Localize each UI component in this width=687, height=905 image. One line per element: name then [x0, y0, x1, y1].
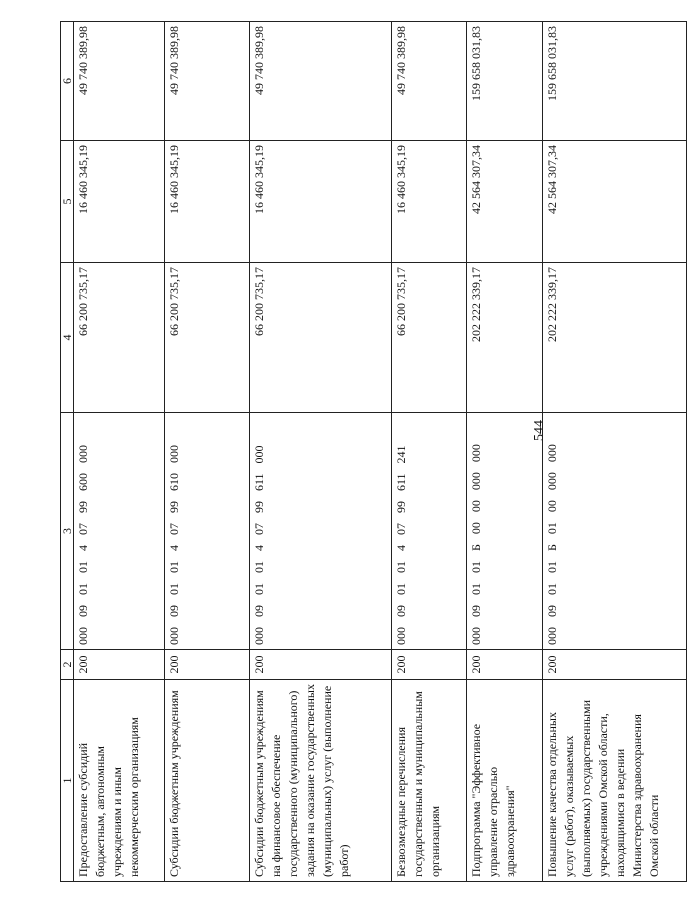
code-part: 000: [252, 445, 266, 464]
row-value-col6: 49 740 389,98: [74, 22, 165, 141]
row-name-cell: Предоставление субсидий бюджетным, автономным учреждениям и иным некоммерческим организациям: [74, 680, 165, 882]
row-name-cell: Субсидии бюджетным учреждениям: [165, 680, 250, 882]
row-value-col5: 16 460 345,19: [250, 141, 392, 263]
row-value-col6: 159 658 031,83: [543, 22, 687, 141]
code-part: 000: [394, 627, 408, 645]
row-value-col6: 49 740 389,98: [250, 22, 392, 141]
code-part: 00: [469, 522, 483, 535]
budget-table: [60, 21, 687, 882]
code-part: 01: [252, 583, 266, 595]
code-part: 07: [252, 523, 266, 535]
table-row: [467, 22, 543, 882]
code-part: 01: [167, 583, 181, 595]
code-part: Б: [545, 544, 559, 551]
row-admin-cell: 200: [392, 650, 467, 680]
row-code-cell: [165, 413, 250, 650]
code-part: 07: [167, 523, 181, 535]
header-col-1: 1: [61, 680, 74, 882]
code-part: 4: [252, 545, 266, 551]
code-part: 00: [469, 500, 483, 513]
code-part: 99: [76, 501, 90, 513]
table-row: [543, 22, 687, 882]
row-admin-cell: 200: [74, 650, 165, 680]
row-value-col6: 49 740 389,98: [165, 22, 250, 141]
row-value-col4: 202 222 339,17: [543, 263, 687, 413]
table-row: [392, 22, 467, 882]
header-col-3: 3: [61, 413, 74, 650]
table-row: [74, 22, 165, 882]
row-value-col5: 16 460 345,19: [74, 141, 165, 263]
row-code-cell: [543, 413, 687, 650]
code-part: 000: [167, 627, 181, 645]
code-part: 01: [76, 561, 90, 573]
row-value-col4: 66 200 735,17: [250, 263, 392, 413]
code-part: 01: [545, 561, 559, 573]
code-part: 000: [76, 627, 90, 645]
code-part: 000: [76, 445, 90, 463]
code-part: 000: [252, 627, 266, 645]
code-part: 000: [167, 445, 181, 463]
header-row: [61, 22, 74, 882]
code-part: 09: [76, 605, 90, 617]
row-value-col4: 66 200 735,17: [392, 263, 467, 413]
header-col-5: 5: [61, 141, 74, 263]
row-name-cell: Подпрограмма "Эффективное управление отраслью здравоохранения": [467, 680, 543, 882]
header-col-2: 2: [61, 650, 74, 680]
code-part: 99: [394, 501, 408, 513]
code-part: 09: [252, 605, 266, 617]
code-part: 610: [167, 473, 181, 491]
code-part: 000: [469, 627, 483, 645]
code-part: 99: [167, 501, 181, 513]
table-row: [165, 22, 250, 882]
code-part: 01: [167, 561, 181, 573]
code-part: 000: [545, 444, 559, 463]
row-code-cell: [74, 413, 165, 650]
row-admin-cell: 200: [165, 650, 250, 680]
code-part: 4: [167, 545, 181, 551]
code-part: 611: [252, 473, 266, 491]
row-value-col4: 66 200 735,17: [165, 263, 250, 413]
row-value-col5: 16 460 345,19: [392, 141, 467, 263]
row-admin-cell: 200: [250, 650, 392, 680]
table-row: [250, 22, 392, 882]
code-part: 000: [545, 472, 559, 491]
code-part: 600: [76, 473, 90, 491]
row-value-col6: 49 740 389,98: [392, 22, 467, 141]
row-value-col5: 42 564 307,34: [543, 141, 687, 263]
code-part: 01: [76, 583, 90, 595]
page-number: 544: [532, 420, 547, 441]
row-code-cell: [250, 413, 392, 650]
code-part: 09: [167, 605, 181, 617]
code-part: 01: [394, 583, 408, 595]
row-value-col4: 66 200 735,17: [74, 263, 165, 413]
code-part: 00: [545, 500, 559, 513]
row-value-col5: 16 460 345,19: [165, 141, 250, 263]
code-part: 01: [469, 583, 483, 595]
code-part: 07: [394, 523, 408, 535]
code-part: 000: [545, 627, 559, 645]
header-col-4: 4: [61, 263, 74, 413]
row-value-col6: 159 658 031,83: [467, 22, 543, 141]
code-part: 01: [545, 583, 559, 595]
code-part: 01: [545, 522, 559, 535]
code-part: 611: [394, 473, 408, 491]
row-admin-cell: 200: [467, 650, 543, 680]
row-name-cell: Субсидии бюджетным учреждениям на финансовое обеспечение государственного (муниципального) задания на оказание государственных (муниципальных) услуг (выполнение работ): [250, 680, 392, 882]
code-part: 01: [394, 561, 408, 573]
row-name-cell: Повышение качества отдельных услуг (работ), оказываемых (выполняемых) государственными учреждениями Омской области, находящимися в ведении Министерства здравоохранения Омской области: [543, 680, 687, 882]
code-part: 01: [252, 561, 266, 573]
code-part: 000: [469, 472, 483, 491]
code-part: 241: [394, 445, 408, 464]
code-part: 4: [394, 545, 408, 551]
code-part: 99: [252, 501, 266, 513]
code-part: 07: [76, 523, 90, 535]
code-part: 09: [394, 605, 408, 617]
code-part: 09: [545, 605, 559, 617]
code-part: 01: [469, 561, 483, 573]
code-part: Б: [469, 544, 483, 551]
table-body: [74, 22, 687, 882]
row-admin-cell: 200: [543, 650, 687, 680]
header-col-6: 6: [61, 22, 74, 141]
code-part: 09: [469, 605, 483, 617]
row-code-cell: [467, 413, 543, 650]
row-value-col4: 202 222 339,17: [467, 263, 543, 413]
row-code-cell: [392, 413, 467, 650]
row-value-col5: 42 564 307,34: [467, 141, 543, 263]
row-name-cell: Безвозмездные перечисления государственным и муниципальным организациям: [392, 680, 467, 882]
code-part: 000: [469, 444, 483, 463]
code-part: 4: [76, 545, 90, 551]
